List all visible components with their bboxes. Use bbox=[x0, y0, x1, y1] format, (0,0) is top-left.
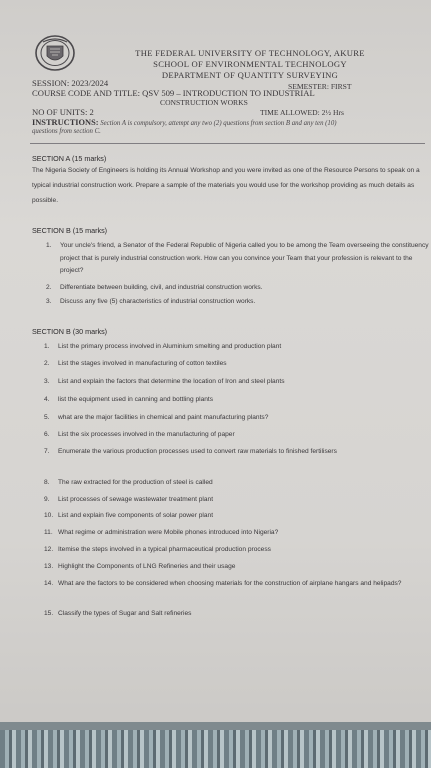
question-number: 12. bbox=[44, 546, 54, 553]
question-item bbox=[44, 608, 430, 621]
question-number: 4. bbox=[44, 396, 50, 403]
header-divider bbox=[30, 143, 425, 144]
instructions-label: INSTRUCTIONS: bbox=[32, 118, 99, 127]
question-text: List and explain five components of solar power plant bbox=[58, 512, 214, 519]
question-number: 10. bbox=[44, 512, 54, 519]
question-number: 13. bbox=[44, 563, 54, 570]
paper-edge bbox=[0, 722, 431, 730]
question-item bbox=[46, 240, 430, 278]
section-c-title: SECTION B (30 marks) bbox=[32, 327, 108, 336]
question-number: 2. bbox=[46, 284, 52, 291]
question-text: What regime or administration were Mobile phones introduced into Nigeria? bbox=[58, 529, 279, 536]
question-number: 6. bbox=[44, 431, 50, 438]
question-item bbox=[44, 494, 430, 507]
session: SESSION: 2023/2024 bbox=[32, 78, 109, 88]
question-number: 2. bbox=[44, 360, 50, 367]
question-text: Differentiate between building, civil, and industrial construction works. bbox=[60, 284, 263, 291]
question-text: what are the major facilities in chemical and paint manufacturing plants? bbox=[58, 414, 269, 421]
question-text: Highlight the Components of LNG Refineries and their usage bbox=[58, 563, 236, 570]
question-number: 3. bbox=[44, 378, 50, 385]
department-name: DEPARTMENT OF QUANTITY SURVEYING bbox=[161, 70, 339, 80]
school-name: SCHOOL OF ENVIRONMENTAL TECHNOLOGY bbox=[153, 59, 347, 69]
question-item bbox=[44, 446, 430, 459]
question-number: 7. bbox=[44, 448, 50, 455]
question-text: List the stages involved in manufacturing of cotton textiles bbox=[58, 360, 227, 367]
question-item bbox=[44, 429, 430, 442]
question-text: Your uncle's friend, a Senator of the Federal Republic of Nigeria called you to be among the Team overseeing the constituency project that is purely industrial construction work. How can you convince your Team that your profession is relevant to the project? bbox=[60, 242, 429, 274]
instructions-text: Section A is compulsory, attempt any two (2) questions from section B and any ten (10) bbox=[100, 120, 337, 127]
question-text: The raw extracted for the production of steel is called bbox=[58, 479, 213, 486]
question-number: 11. bbox=[44, 529, 53, 536]
question-item bbox=[44, 477, 430, 490]
question-text: Enumerate the various production processes used to convert raw materials to finished fertilisers bbox=[58, 448, 337, 455]
question-number: 14. bbox=[44, 580, 54, 587]
question-text: list the equipment used in canning and bottling plants bbox=[58, 396, 214, 403]
question-number: 1. bbox=[46, 242, 52, 249]
section-b-title: SECTION B (15 marks) bbox=[32, 226, 108, 235]
question-item bbox=[46, 282, 430, 295]
question-text: Discuss any five (5) characteristics of industrial construction works. bbox=[60, 298, 256, 305]
question-text: Classify the types of Sugar and Salt refineries bbox=[58, 610, 192, 617]
question-item bbox=[44, 561, 430, 574]
university-crest-icon bbox=[34, 34, 76, 72]
question-item bbox=[46, 296, 430, 309]
time-allowed: TIME ALLOWED: 2½ Hrs bbox=[260, 108, 344, 117]
question-number: 9. bbox=[44, 496, 50, 503]
question-text: List the primary process involved in Aluminium smelting and production plant bbox=[58, 343, 282, 350]
question-item bbox=[44, 412, 430, 425]
question-text: List and explain the factors that determine the location of Iron and steel plants bbox=[58, 378, 285, 385]
question-text: List the six processes involved in the manufacturing of paper bbox=[58, 431, 235, 438]
instructions-text-2: questions from section C. bbox=[32, 128, 101, 135]
question-text: What are the factors to be considered when choosing materials for the construction of airplane hangars and helipads? bbox=[58, 580, 402, 587]
question-number: 1. bbox=[44, 343, 50, 350]
question-item bbox=[44, 510, 430, 523]
course-title-cont: CONSTRUCTION WORKS bbox=[160, 98, 248, 107]
university-name: THE FEDERAL UNIVERSITY OF TECHNOLOGY, AKURE bbox=[135, 48, 365, 58]
section-a-title: SECTION A (15 marks) bbox=[32, 154, 107, 163]
question-item bbox=[44, 376, 430, 389]
question-item bbox=[44, 358, 430, 371]
question-text: Itemise the steps involved in a typical pharmaceutical production process bbox=[58, 546, 271, 553]
question-number: 8. bbox=[44, 479, 50, 486]
units: NO OF UNITS: 2 bbox=[32, 107, 94, 117]
semester: SEMESTER: FIRST bbox=[288, 82, 352, 91]
question-item bbox=[44, 544, 430, 557]
question-number: 5. bbox=[44, 414, 50, 421]
course-title: COURSE CODE AND TITLE: QSV 509 – INTRODUCTION TO INDUSTRIAL bbox=[32, 88, 315, 98]
question-item bbox=[44, 578, 430, 591]
question-number: 3. bbox=[46, 298, 52, 305]
question-text: List processes of sewage wastewater treatment plant bbox=[58, 496, 214, 503]
question-item bbox=[44, 394, 430, 407]
question-item bbox=[44, 341, 430, 354]
question-item bbox=[44, 527, 430, 540]
question-number: 15. bbox=[44, 610, 54, 617]
section-a-text: The Nigeria Society of Engineers is holding its Annual Workshop and you were invited as one of the Resource Persons to speak on a typical industrial construction work. Prepare a sample of the materials you would use for the workshop providing as much details as possible. bbox=[32, 167, 420, 204]
